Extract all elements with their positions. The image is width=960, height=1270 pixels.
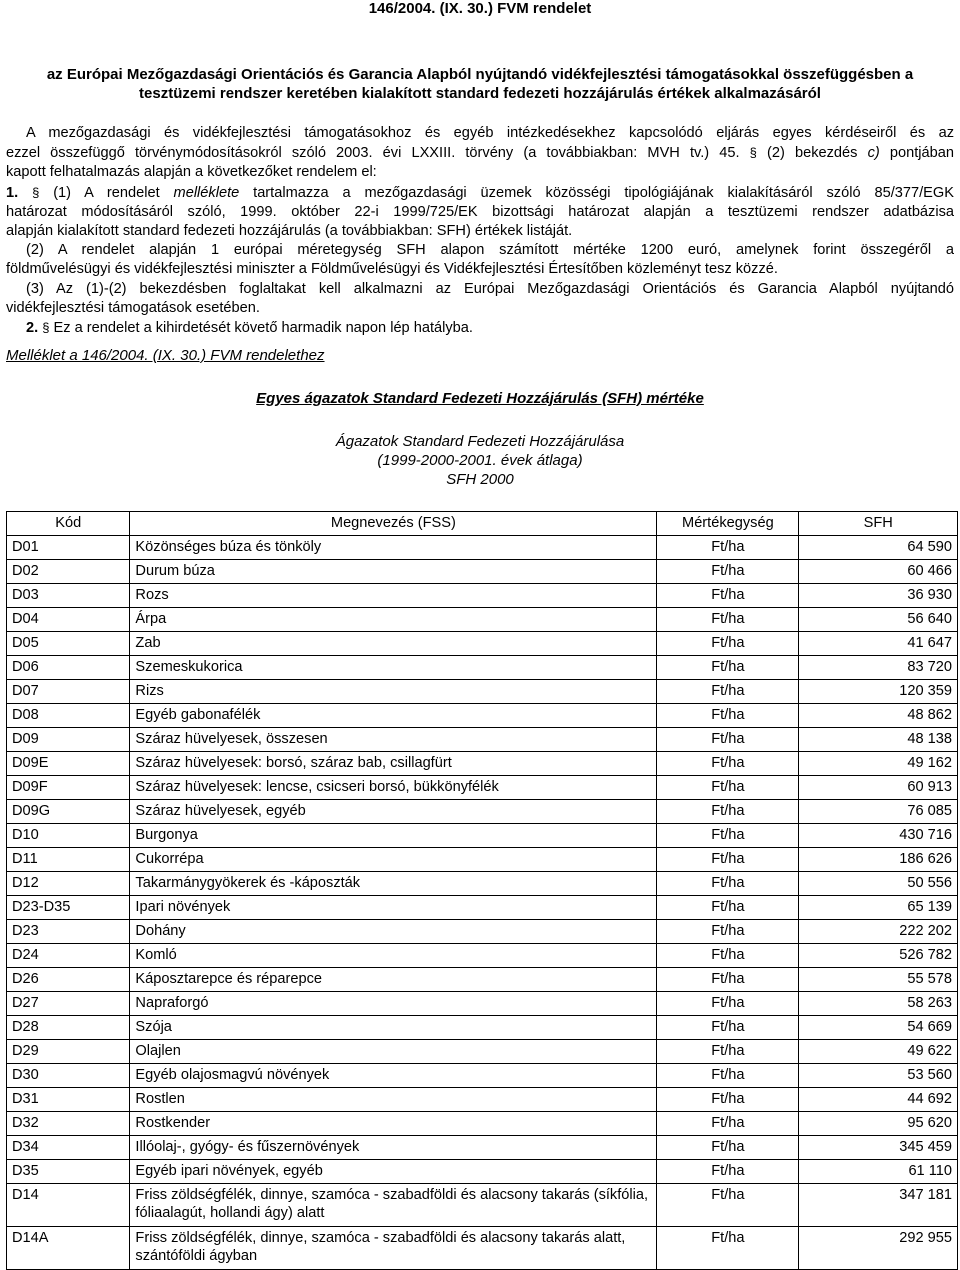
cell-kod: D09G — [7, 800, 130, 824]
cell-name: Cukorrépa — [130, 848, 657, 872]
cell-name: Szója — [130, 1016, 657, 1040]
cell-name: Egyéb ipari növények, egyéb — [130, 1160, 657, 1184]
cell-sfh: 347 181 — [799, 1184, 958, 1227]
cell-kod: D01 — [7, 536, 130, 560]
header-sfh: SFH — [799, 512, 958, 536]
paragraph-3-line: vidékfejlesztési támogatások esetében. — [6, 299, 260, 316]
table-row — [7, 584, 958, 608]
table-row — [7, 656, 958, 680]
cell-sfh: 44 692 — [799, 1088, 958, 1112]
cell-name: Friss zöldségfélék, dinnye, szamóca - szabadföldi és alacsony takarás alatt, szántóföldi ágyban — [130, 1227, 657, 1270]
cell-unit: Ft/ha — [657, 704, 799, 728]
paragraph-2: (2) A rendelet alapján 1 európai méretegység SFH alapon számított mértéke 1200 euró, amelynek forint összegéről a — [26, 242, 954, 259]
table-row — [7, 1184, 958, 1227]
cell-name: Száraz hüvelyesek: lencse, csicseri borsó, bükkönyfélék — [130, 776, 657, 800]
cell-kod: D35 — [7, 1160, 130, 1184]
cell-unit: Ft/ha — [657, 584, 799, 608]
annex-subtitle-line: (1999-2000-2001. évek átlaga) — [377, 452, 583, 469]
cell-sfh: 36 930 — [799, 584, 958, 608]
cell-unit: Ft/ha — [657, 944, 799, 968]
cell-unit: Ft/ha — [657, 632, 799, 656]
table-row — [7, 1227, 958, 1270]
cell-kod: D31 — [7, 1088, 130, 1112]
cell-kod: D07 — [7, 680, 130, 704]
cell-kod: D03 — [7, 584, 130, 608]
cell-sfh: 95 620 — [799, 1112, 958, 1136]
cell-unit: Ft/ha — [657, 728, 799, 752]
cell-name: Rostkender — [130, 1112, 657, 1136]
cell-sfh: 56 640 — [799, 608, 958, 632]
table-row — [7, 1160, 958, 1184]
cell-unit: Ft/ha — [657, 1184, 799, 1227]
cell-unit: Ft/ha — [657, 920, 799, 944]
cell-kod: D26 — [7, 968, 130, 992]
cell-name: Illóolaj-, gyógy- és fűszernövények — [130, 1136, 657, 1160]
cell-sfh: 58 263 — [799, 992, 958, 1016]
cell-sfh: 60 466 — [799, 560, 958, 584]
cell-kod: D30 — [7, 1064, 130, 1088]
cell-kod: D09 — [7, 728, 130, 752]
annex-title: Egyes ágazatok Standard Fedezeti Hozzájárulás (SFH) mértéke — [256, 390, 704, 407]
cell-sfh: 292 955 — [799, 1227, 958, 1270]
paragraph-4: 2. § Ez a rendelet a kihirdetését követő harmadik napon lép hatályba. — [26, 320, 473, 337]
cell-kod: D32 — [7, 1112, 130, 1136]
cell-kod: D12 — [7, 872, 130, 896]
cell-sfh: 53 560 — [799, 1064, 958, 1088]
cell-kod: D27 — [7, 992, 130, 1016]
cell-name: Durum búza — [130, 560, 657, 584]
table-row — [7, 800, 958, 824]
cell-sfh: 430 716 — [799, 824, 958, 848]
cell-sfh: 48 138 — [799, 728, 958, 752]
cell-kod: D28 — [7, 1016, 130, 1040]
table-row — [7, 560, 958, 584]
table-row — [7, 1112, 958, 1136]
preamble-line: ezzel összefüggő törvénymódosításokról szóló 2003. évi LXXIII. törvény (a továbbiakban: MVH tv.) 45. § (2) bekezdés c) pontjában — [6, 145, 954, 162]
cell-unit: Ft/ha — [657, 1040, 799, 1064]
cell-kod: D34 — [7, 1136, 130, 1160]
cell-sfh: 222 202 — [799, 920, 958, 944]
cell-unit: Ft/ha — [657, 536, 799, 560]
cell-kod: D24 — [7, 944, 130, 968]
cell-name: Friss zöldségfélék, dinnye, szamóca - szabadföldi és alacsony takarás (síkfólia, fóliaalagút, hollandi ágy) alatt — [130, 1184, 657, 1227]
cell-unit: Ft/ha — [657, 896, 799, 920]
header-megnevezes: Megnevezés (FSS) — [130, 512, 657, 536]
cell-unit: Ft/ha — [657, 752, 799, 776]
table-row — [7, 920, 958, 944]
cell-sfh: 345 459 — [799, 1136, 958, 1160]
paragraph-1-line: alapján kialakított standard fedezeti hozzájárulás (a továbbiakban: SFH) értékek listáját. — [6, 223, 573, 240]
cell-name: Káposztarepce és réparepce — [130, 968, 657, 992]
cell-unit: Ft/ha — [657, 1112, 799, 1136]
cell-unit: Ft/ha — [657, 776, 799, 800]
table-row — [7, 1064, 958, 1088]
cell-name: Dohány — [130, 920, 657, 944]
annex-reference: Melléklet a 146/2004. (IX. 30.) FVM rendelethez — [6, 347, 325, 364]
cell-unit: Ft/ha — [657, 872, 799, 896]
cell-sfh: 54 669 — [799, 1016, 958, 1040]
table-row — [7, 1016, 958, 1040]
table-row — [7, 536, 958, 560]
table-row — [7, 1136, 958, 1160]
cell-kod: D04 — [7, 608, 130, 632]
cell-name: Száraz hüvelyesek, összesen — [130, 728, 657, 752]
annex-subtitle — [0, 432, 960, 489]
cell-unit: Ft/ha — [657, 1136, 799, 1160]
cell-name: Komló — [130, 944, 657, 968]
annex-subtitle-line: SFH 2000 — [446, 471, 514, 488]
cell-unit: Ft/ha — [657, 992, 799, 1016]
cell-name: Egyéb olajosmagvú növények — [130, 1064, 657, 1088]
document-title: 146/2004. (IX. 30.) FVM rendelet — [368, 0, 592, 17]
cell-sfh: 526 782 — [799, 944, 958, 968]
cell-name: Közönséges búza és tönköly — [130, 536, 657, 560]
cell-kod: D23-D35 — [7, 896, 130, 920]
table-row — [7, 752, 958, 776]
table-row — [7, 632, 958, 656]
document-body — [6, 124, 954, 338]
cell-unit: Ft/ha — [657, 560, 799, 584]
table-row — [7, 944, 958, 968]
cell-name: Rozs — [130, 584, 657, 608]
subtitle-line: tesztüzemi rendszer keretében kialakított standard fedezeti hozzájárulás értékek alkalmazásáról — [139, 85, 821, 102]
cell-unit: Ft/ha — [657, 608, 799, 632]
cell-unit: Ft/ha — [657, 1227, 799, 1270]
table-row — [7, 728, 958, 752]
table-row — [7, 1040, 958, 1064]
table-row — [7, 608, 958, 632]
cell-name: Egyéb gabonafélék — [130, 704, 657, 728]
cell-kod: D23 — [7, 920, 130, 944]
table-row — [7, 824, 958, 848]
preamble-line: A mezőgazdasági és vidékfejlesztési támogatásokhoz és egyéb intézkedésekhez kapcsolódó eljárás egyes kérdéseiről és az — [26, 125, 954, 141]
cell-name: Rizs — [130, 680, 657, 704]
cell-unit: Ft/ha — [657, 968, 799, 992]
cell-unit: Ft/ha — [657, 656, 799, 680]
annex-subtitle-line: Ágazatok Standard Fedezeti Hozzájárulása — [335, 433, 625, 450]
cell-name: Ipari növények — [130, 896, 657, 920]
cell-kod: D02 — [7, 560, 130, 584]
table-row — [7, 872, 958, 896]
table-row — [7, 704, 958, 728]
sfh-table — [6, 511, 958, 1270]
cell-kod: D06 — [7, 656, 130, 680]
table-row — [7, 776, 958, 800]
cell-name: Rostlen — [130, 1088, 657, 1112]
paragraph-3: (3) Az (1)-(2) bekezdésben foglaltakat kell alkalmazni az Európai Mezőgazdasági Orientációs és Garancia Alapból nyújtandó — [26, 280, 954, 297]
cell-kod: D05 — [7, 632, 130, 656]
cell-sfh: 60 913 — [799, 776, 958, 800]
cell-sfh: 41 647 — [799, 632, 958, 656]
cell-name: Zab — [130, 632, 657, 656]
cell-sfh: 61 110 — [799, 1160, 958, 1184]
cell-kod: D29 — [7, 1040, 130, 1064]
cell-sfh: 83 720 — [799, 656, 958, 680]
cell-kod: D10 — [7, 824, 130, 848]
cell-unit: Ft/ha — [657, 1160, 799, 1184]
cell-kod: D09E — [7, 752, 130, 776]
cell-sfh: 49 162 — [799, 752, 958, 776]
cell-sfh: 48 862 — [799, 704, 958, 728]
paragraph-1-line: határozat módosításáról szóló, 1999. október 22-i 1999/725/EK bizottsági határozat alapján a tesztüzemi rendszer adatbázisa — [6, 203, 954, 220]
table-header-row — [7, 512, 958, 536]
subtitle-line: az Európai Mezőgazdasági Orientációs és Garancia Alapból nyújtandó vidékfejlesztési támogatásokkal összefüggésben a — [46, 66, 914, 83]
cell-unit: Ft/ha — [657, 848, 799, 872]
cell-unit: Ft/ha — [657, 824, 799, 848]
cell-sfh: 120 359 — [799, 680, 958, 704]
table-body — [7, 536, 958, 1270]
header-mertekegyseg: Mértékegység — [657, 512, 799, 536]
cell-name: Takarmánygyökerek és -káposzták — [130, 872, 657, 896]
cell-sfh: 186 626 — [799, 848, 958, 872]
table-row — [7, 1088, 958, 1112]
cell-sfh: 76 085 — [799, 800, 958, 824]
table-row — [7, 968, 958, 992]
cell-kod: D14A — [7, 1227, 130, 1270]
table-row — [7, 896, 958, 920]
table-row — [7, 680, 958, 704]
paragraph-1: 1. § (1) A rendelet melléklete tartalmazza a mezőgazdasági üzemek közösségi tipológiájának kialakításáról szóló 85/377/EGK — [6, 184, 954, 201]
cell-sfh: 64 590 — [799, 536, 958, 560]
cell-name: Árpa — [130, 608, 657, 632]
cell-unit: Ft/ha — [657, 1016, 799, 1040]
table-row — [7, 848, 958, 872]
cell-name: Szemeskukorica — [130, 656, 657, 680]
cell-kod: D09F — [7, 776, 130, 800]
cell-unit: Ft/ha — [657, 800, 799, 824]
header-kod: Kód — [7, 512, 130, 536]
cell-kod: D11 — [7, 848, 130, 872]
paragraph-2-line: földművelésügyi és vidékfejlesztési miniszter a Földművelésügyi és Vidékfejlesztési Értesítőben közleményt tesz közzé. — [6, 261, 778, 278]
cell-kod: D08 — [7, 704, 130, 728]
cell-sfh: 49 622 — [799, 1040, 958, 1064]
cell-name: Száraz hüvelyesek, egyéb — [130, 800, 657, 824]
cell-sfh: 65 139 — [799, 896, 958, 920]
table-row — [7, 992, 958, 1016]
cell-unit: Ft/ha — [657, 1064, 799, 1088]
cell-name: Száraz hüvelyesek: borsó, száraz bab, csillagfürt — [130, 752, 657, 776]
document-subtitle — [6, 65, 954, 103]
cell-kod: D14 — [7, 1184, 130, 1227]
preamble-line: kapott felhatalmazás alapján a következőket rendelem el: — [6, 164, 377, 181]
cell-name: Olajlen — [130, 1040, 657, 1064]
cell-sfh: 50 556 — [799, 872, 958, 896]
cell-unit: Ft/ha — [657, 680, 799, 704]
cell-sfh: 55 578 — [799, 968, 958, 992]
cell-name: Napraforgó — [130, 992, 657, 1016]
cell-name: Burgonya — [130, 824, 657, 848]
cell-unit: Ft/ha — [657, 1088, 799, 1112]
